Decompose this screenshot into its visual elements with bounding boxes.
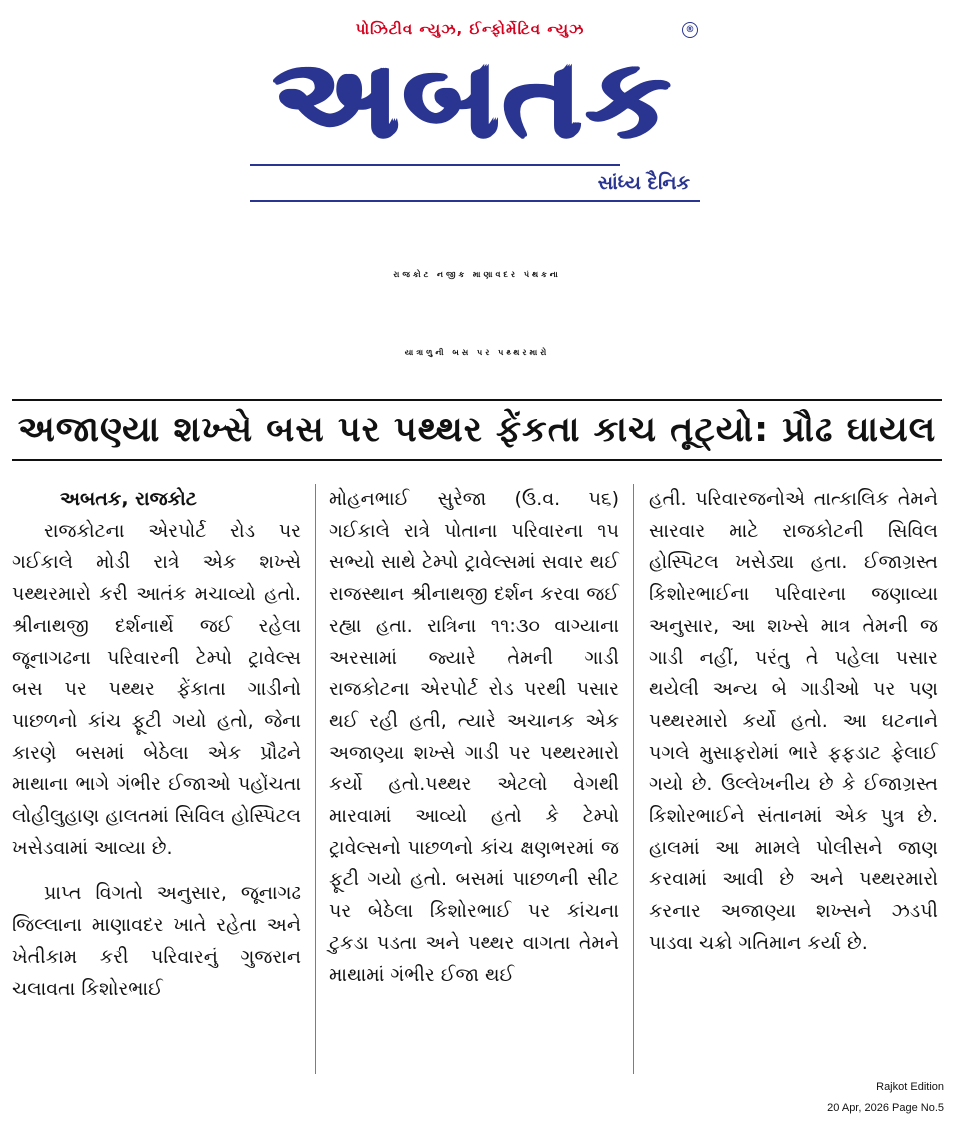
- masthead-underline: [250, 200, 700, 202]
- article-paragraph: પ્રાપ્ત વિગતો અનુસાર, જૂનાગઢ જિલ્લાના માણાવદર ખાતે રહેતા અને ખેતીકામ કરી પરિવારનું ગુજરાન ચલાવતા કિશોરભાઈ: [12, 882, 301, 1000]
- article-column-1: [12, 484, 301, 1005]
- masthead-tagline: પોઝિટીવ ન્યુઝ, ઈન્ફોર્મેટિવ ન્યુઝ: [355, 20, 585, 38]
- headline-line-2: યાત્રાળુની બસ પર પથ્થરમારો: [404, 348, 550, 357]
- registered-mark-icon: ®: [682, 22, 698, 38]
- headline-line-1: રાજકોટ નજીક માણાવદર પંથકના: [393, 270, 561, 279]
- subheadline: અજાણ્યા શખ્સે બસ પર પથ્થર ફેંકતા કાચ તૂટ્યો: પ્રૌઢ ઘાયલ: [17, 410, 937, 450]
- footer-date-page: 20 Apr, 2026 Page No.5: [827, 1102, 944, 1114]
- column-divider: [315, 484, 316, 1074]
- masthead: [250, 14, 700, 204]
- edition-type-label: સાંધ્ય દૈનિક: [597, 172, 690, 194]
- article-paragraph: મોહનભાઈ સુરેજા (ઉ.વ. ૫૬) ગઈકાલે રાત્રે પોતાના પરિવારના ૧૫ સભ્યો સાથે ટેમ્પો ટ્રાવેલ્સમાં સવાર થઈ રાજસ્થાન શ્રીનાથજી દર્શન કરવા જઈ રહ્યા હતા. રાત્રિના ૧૧:૩૦ વાગ્યાના અરસામાં જ્યારે તેમની ગાડી રાજકોટના એરપોર્ટ રોડ પરથી પસાર થઈ રહી હતી, ત્યારે અચાનક એક અજાણ્યા શખ્સે ગાડી પર પથ્થરમારો કર્યો હતો.પથ્થર એટલો વેગથી મારવામાં આવ્યો હતો કે ટેમ્પો ટ્રાવેલ્સનો પાછળનો કાંચ ક્ષણભરમાં જ ફૂટી ગયો હતો. બસમાં પાછળની સીટ પર બેઠેલા કિશોરભાઈ પર કાંચના ટુકડા પડતા અને પથ્થર વાગતા તેમને માથામાં ગંભીર ઈજા થઈ: [329, 488, 619, 986]
- masthead-rule: [250, 164, 620, 166]
- newspaper-logo: અબતક: [273, 36, 675, 161]
- article-paragraph: રાજકોટના એરપોર્ટ રોડ પર ગઈકાલે મોડી રાત્રે એક શખ્સે પથ્થરમારો કરી આતંક મચાવ્યો હતો. શ્રીનાથજી દર્શનાર્થે જઈ રહેલા જૂનાગઢના પરિવારની ટેમ્પો ટ્રાવેલ્સ બસ પર પથ્થર ફેંકાતા ગાડીનો પાછળનો કાંચ ફૂટી ગયો હતો, જેના કારણે બસમાં બેઠેલા એક પ્રૌઢને માથાના ભાગે ગંભીર ઈજાઓ પહોંચતા લોહીલુહાણ હાલતમાં સિવિલ હોસ્પિટલ ખસેડવામાં આવ્યા છે.: [12, 519, 301, 859]
- column-divider: [633, 484, 634, 1074]
- article-column-2: [329, 484, 619, 991]
- article-paragraph: હતી. પરિવારજનોએ તાત્કાલિક તેમને સારવાર માટે રાજકોટની સિવિલ હોસ્પિટલ ખસેડ્યા હતા. ઈજાગ્રસ્ત કિશોરભાઈના પરિવારના જણાવ્યા અનુસાર, આ શખ્સે માત્ર તેમની જ ગાડી નહીં, પરંતુ તે પહેલા પસાર થયેલી અન્ય બે ગાડીઓ પર પણ પથ્થરમારો કર્યો હતો. આ ઘટનાને પગલે મુસાફરોમાં ભારે ફફડાટ ફેલાઈ ગયો છે. ઉલ્લેખનીય છે કે ઈજાગ્રસ્ત કિશોરભાઈને સંતાનમાં એક પુત્ર છે. હાલમાં આ મામલે પોલીસને જાણ કરવામાં આવી છે અને પથ્થરમારો કરનાર અજાણ્યા શખ્સને ઝડપી પાડવા ચક્રો ગતિમાન કર્યા છે.: [649, 488, 938, 954]
- subheadline-box: [12, 399, 942, 461]
- footer-edition: Rajkot Edition: [876, 1081, 944, 1093]
- article-column-3: [649, 484, 938, 960]
- dateline: અબતક, રાજકોટ: [60, 488, 197, 510]
